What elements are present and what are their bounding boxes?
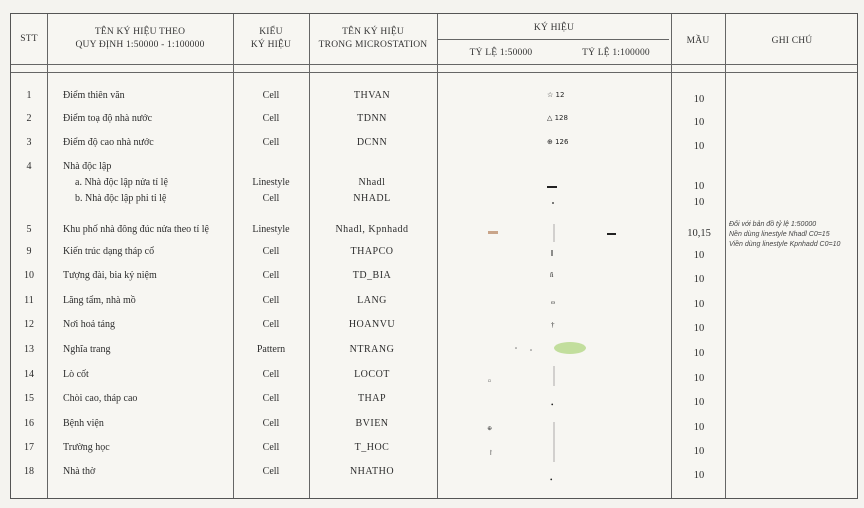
- row-stt: 9: [26, 246, 32, 257]
- watchtower-symbol: •: [551, 401, 554, 409]
- header-microstation: TÊN KÝ HIỆU TRONG MICROSTATION: [318, 27, 428, 50]
- row-stt: 14: [24, 369, 34, 380]
- header-stt: STT: [20, 34, 38, 44]
- row-kieu: Cell: [262, 319, 280, 330]
- row-mau: 10: [693, 181, 705, 192]
- row-ms: NHADL: [353, 193, 391, 204]
- header-ghichu: GHI CHÚ: [771, 36, 813, 46]
- row-ms: LANG: [357, 295, 387, 306]
- ghichu-note: [729, 220, 840, 250]
- row-mau: 10: [693, 323, 705, 334]
- dense-block-symbol: [488, 231, 498, 234]
- row-name: a. Nhà độc lập nửa tỉ lệ: [75, 177, 168, 188]
- cremation-symbol: †: [551, 321, 555, 329]
- col-divider: [437, 14, 438, 498]
- row-name: Nghĩa trang: [63, 344, 111, 355]
- row-mau: 10,15: [687, 228, 711, 239]
- row-stt: 18: [24, 466, 34, 477]
- row-mau: 10: [693, 197, 705, 208]
- map-symbol: △ 128: [547, 114, 568, 122]
- kyhieu-sub-rule: [437, 39, 669, 40]
- row-stt: 3: [26, 137, 32, 148]
- row-kieu: Cell: [262, 246, 280, 257]
- row-ms: TDNN: [357, 113, 387, 124]
- row-kieu: Pattern: [256, 344, 286, 355]
- row-name: Nơi hoả táng: [63, 319, 115, 330]
- row-mau: 10: [693, 250, 705, 261]
- row-kieu: Cell: [262, 193, 280, 204]
- row-name: Lò cốt: [63, 369, 89, 380]
- row-stt: 11: [24, 295, 34, 306]
- col-divider: [725, 14, 726, 498]
- monument-symbol: ñ: [550, 271, 554, 279]
- house-point-symbol: [552, 202, 554, 204]
- row-ms: THAP: [357, 393, 387, 404]
- header-kyhieu: KÝ HIỆU: [533, 23, 575, 33]
- row-ms: HOANVU: [348, 319, 396, 330]
- row-ms: THVAN: [353, 90, 391, 101]
- row-stt: 15: [24, 393, 34, 404]
- school-symbol: ↾: [488, 449, 494, 457]
- map-symbol: ⊕ 126: [547, 138, 569, 146]
- map-symbol: ☆ 12: [547, 91, 565, 99]
- header-kieu: KIỂU KÝ HIỆU: [250, 27, 292, 50]
- row-name: Nhà thờ: [63, 466, 96, 477]
- row-name: Kiến trúc dạng tháp cổ: [63, 246, 155, 257]
- row-kieu: Cell: [262, 393, 280, 404]
- row-mau: 10: [693, 141, 705, 152]
- row-stt: 17: [24, 442, 34, 453]
- row-mau: 10: [693, 422, 705, 433]
- row-mau: 10: [693, 117, 705, 128]
- dense-block-outline-symbol: [607, 233, 616, 235]
- row-kieu: Cell: [262, 295, 280, 306]
- header-tyle-100000: TỶ LỆ 1:100000: [582, 48, 650, 58]
- note-line: Viền dùng linestyle Kpnhadd C0=10: [729, 241, 841, 248]
- header-tyle-50000: TỶ LỆ 1:50000: [469, 48, 533, 58]
- row-stt: 10: [24, 270, 34, 281]
- row-mau: 10: [693, 274, 705, 285]
- row-kieu: Cell: [262, 270, 280, 281]
- row-mau: 10: [693, 348, 705, 359]
- row-mau: 10: [693, 470, 705, 481]
- row-name: Tượng đài, bia kỷ niệm: [63, 270, 157, 281]
- row-ms: Nhadl: [358, 177, 386, 188]
- header-ten-theo: TÊN KÝ HIỆU THEO QUY ĐỊNH 1:50000 - 1:100000: [75, 27, 205, 50]
- row-name: Trường học: [63, 442, 110, 453]
- row-kieu: Cell: [262, 90, 280, 101]
- row-mau: 10: [693, 94, 705, 105]
- row-kieu: Cell: [262, 442, 280, 453]
- tomb-symbol: ɷ: [551, 300, 555, 306]
- row-mau: 10: [693, 397, 705, 408]
- row-name: b. Nhà độc lập phi tỉ lệ: [75, 193, 167, 204]
- row-kieu: Cell: [262, 137, 280, 148]
- row-ms: THAPCO: [350, 246, 394, 257]
- col-divider: [671, 14, 672, 498]
- row-ms: DCNN: [356, 137, 388, 148]
- row-name: Bệnh viện: [63, 418, 104, 429]
- row-name: Điểm toạ độ nhà nước: [63, 113, 153, 124]
- row-kieu: Linestyle: [252, 224, 290, 235]
- row-ms: T_HOC: [354, 442, 390, 453]
- row-stt: 2: [26, 113, 32, 124]
- row-name: Nhà độc lập: [63, 161, 112, 172]
- row-name: Điểm thiên văn: [63, 90, 125, 101]
- col-divider: [309, 14, 310, 498]
- row-kieu: Cell: [262, 466, 280, 477]
- row-stt: 13: [24, 344, 34, 355]
- row-kieu: Cell: [262, 113, 280, 124]
- cemetery-dot: [530, 349, 532, 351]
- row-name: Lăng tẩm, nhà mồ: [63, 295, 136, 306]
- header-bottom-rule: [11, 64, 857, 65]
- col-divider: [47, 14, 48, 498]
- row-kieu: Cell: [262, 418, 280, 429]
- header-double-rule: [11, 72, 857, 73]
- row-stt: 4: [26, 161, 32, 172]
- row-ms: LOCOT: [354, 369, 390, 380]
- cemetery-dot: [515, 347, 517, 349]
- row-stt: 16: [24, 418, 34, 429]
- row-mau: 10: [693, 373, 705, 384]
- row-stt: 1: [26, 90, 32, 101]
- row-name: Điểm độ cao nhà nước: [63, 137, 154, 148]
- row-ms: NTRANG: [349, 344, 395, 355]
- row-ms: BVIEN: [355, 418, 389, 429]
- header-mau: MẦU: [686, 36, 710, 46]
- note-line: Đối với bản đồ tỷ lệ 1:50000: [729, 221, 817, 228]
- row-name: Khu phố nhà đông đúc nửa theo tỉ lệ: [63, 224, 209, 235]
- symbol-drawings: [11, 14, 859, 500]
- row-mau: 10: [693, 446, 705, 457]
- row-ms: TD_BIA: [352, 270, 392, 281]
- row-kieu: Cell: [262, 369, 280, 380]
- row-mau: 10: [693, 299, 705, 310]
- house-halfscale-symbol: [547, 186, 557, 188]
- symbol-table: [10, 13, 858, 499]
- row-stt: 5: [26, 224, 32, 235]
- church-symbol: •: [550, 476, 553, 484]
- hospital-symbol: ⊕: [487, 426, 493, 432]
- row-stt: 12: [24, 319, 34, 330]
- note-line: Nền dùng linestyle Nhadl C0=15: [729, 231, 830, 238]
- row-ms: NHATHO: [349, 466, 395, 477]
- row-name: Chòi cao, tháp cao: [63, 393, 138, 404]
- blockhouse-symbol: ¤: [488, 379, 491, 385]
- row-kieu: Linestyle: [252, 177, 290, 188]
- row-ms: Nhadl, Kpnhadd: [335, 224, 409, 235]
- col-divider: [233, 14, 234, 498]
- cemetery-pattern-symbol: [554, 342, 586, 354]
